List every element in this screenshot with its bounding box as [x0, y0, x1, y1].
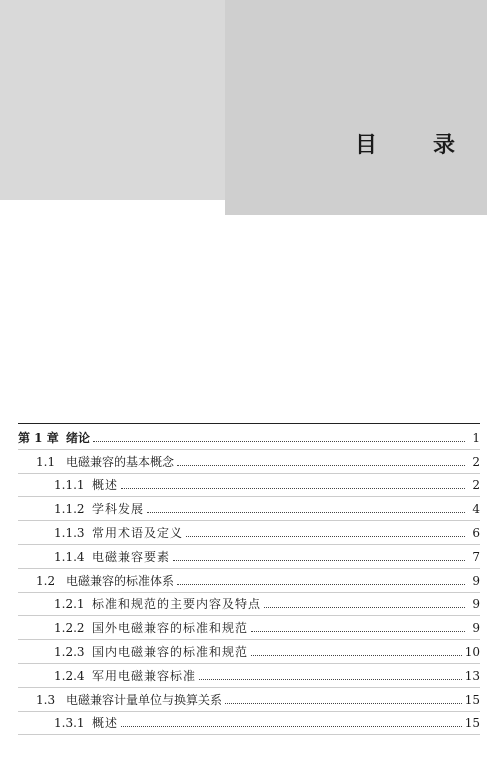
toc-subsection-entry[interactable] — [18, 474, 480, 498]
toc-top-rule — [18, 423, 480, 424]
page-title-char-2: 录 — [432, 132, 455, 158]
toc-entry-title: 概述 — [92, 716, 119, 731]
toc-entry-page: 6 — [472, 526, 480, 541]
toc-subsection-entry[interactable] — [18, 616, 480, 640]
toc-dot-leader — [93, 440, 465, 442]
toc-dot-leader — [173, 559, 465, 561]
toc-entry-number: 1.2 — [36, 573, 56, 588]
header-banner-right — [225, 0, 487, 215]
toc-subsection-entry[interactable] — [18, 664, 480, 688]
toc-subsection-entry[interactable] — [18, 640, 480, 664]
toc-chapter-entry[interactable] — [18, 426, 480, 450]
toc-entry-title: 绪论 — [66, 430, 91, 445]
toc-dot-leader — [186, 535, 465, 537]
toc-entry-number: 1.2.4 — [54, 668, 85, 683]
toc-entry-title: 概述 — [92, 478, 119, 493]
toc-entry-number: 1.1.1 — [54, 478, 85, 493]
toc-entry-page: 15 — [464, 716, 480, 731]
toc-section-entry[interactable] — [18, 450, 480, 474]
toc-entry-page: 9 — [472, 621, 480, 636]
toc-entry-number: 第 1 章 — [18, 430, 59, 445]
toc-entry-page: 10 — [464, 645, 480, 660]
toc-section-entry[interactable] — [18, 569, 480, 593]
toc-entry-page: 1 — [472, 430, 480, 445]
toc-dot-leader — [251, 630, 465, 632]
toc-entry-title: 电磁兼容的标准体系 — [66, 573, 175, 588]
toc-entry-number: 1.3 — [36, 692, 56, 707]
toc-entry-page: 13 — [464, 668, 480, 683]
toc-entry-title: 标准和规范的主要内容及特点 — [92, 597, 262, 612]
toc-dot-leader — [177, 583, 465, 585]
toc-dot-leader — [264, 606, 465, 608]
toc-entry-number: 1.1.2 — [54, 502, 85, 517]
toc-entry-title: 军用电磁兼容标准 — [92, 668, 197, 683]
toc-subsection-entry[interactable] — [18, 497, 480, 521]
toc-entry-number: 1.2.1 — [54, 597, 85, 612]
table-of-contents — [18, 426, 480, 735]
toc-entry-number: 1.1 — [36, 454, 56, 469]
toc-dot-leader — [225, 702, 462, 704]
toc-section-entry[interactable] — [18, 688, 480, 712]
toc-dot-leader — [121, 725, 462, 727]
toc-entry-page: 4 — [472, 502, 480, 517]
toc-entry-number: 1.1.4 — [54, 549, 85, 564]
toc-subsection-entry[interactable] — [18, 545, 480, 569]
toc-dot-leader — [199, 678, 462, 680]
toc-entry-title: 电磁兼容的基本概念 — [66, 454, 175, 469]
toc-entry-title: 常用术语及定义 — [92, 526, 184, 541]
toc-dot-leader — [147, 511, 465, 513]
toc-row-divider — [18, 734, 480, 735]
page-title — [355, 128, 455, 158]
toc-subsection-entry[interactable] — [18, 712, 480, 736]
toc-entry-number: 1.2.3 — [54, 645, 85, 660]
toc-subsection-entry[interactable] — [18, 593, 480, 617]
toc-dot-leader — [121, 487, 465, 489]
toc-subsection-entry[interactable] — [18, 521, 480, 545]
page-title-char-1: 目 — [355, 132, 378, 158]
toc-dot-leader — [177, 464, 465, 466]
toc-entry-title: 电磁兼容要素 — [92, 549, 171, 564]
toc-entry-page: 2 — [472, 478, 480, 493]
toc-entry-page: 9 — [472, 573, 480, 588]
toc-entry-page: 9 — [472, 597, 480, 612]
toc-entry-page: 15 — [464, 692, 480, 707]
toc-entry-number: 1.3.1 — [54, 716, 85, 731]
toc-entry-page: 7 — [472, 549, 480, 564]
toc-dot-leader — [251, 654, 462, 656]
toc-entry-title: 国外电磁兼容的标准和规范 — [92, 621, 249, 636]
toc-entry-page: 2 — [472, 454, 480, 469]
header-banner-left — [0, 0, 225, 200]
toc-entry-number: 1.2.2 — [54, 621, 85, 636]
toc-entry-title: 学科发展 — [92, 502, 145, 517]
toc-entry-title: 国内电磁兼容的标准和规范 — [92, 645, 249, 660]
toc-entry-title: 电磁兼容计量单位与换算关系 — [66, 692, 223, 707]
toc-entry-number: 1.1.3 — [54, 526, 85, 541]
